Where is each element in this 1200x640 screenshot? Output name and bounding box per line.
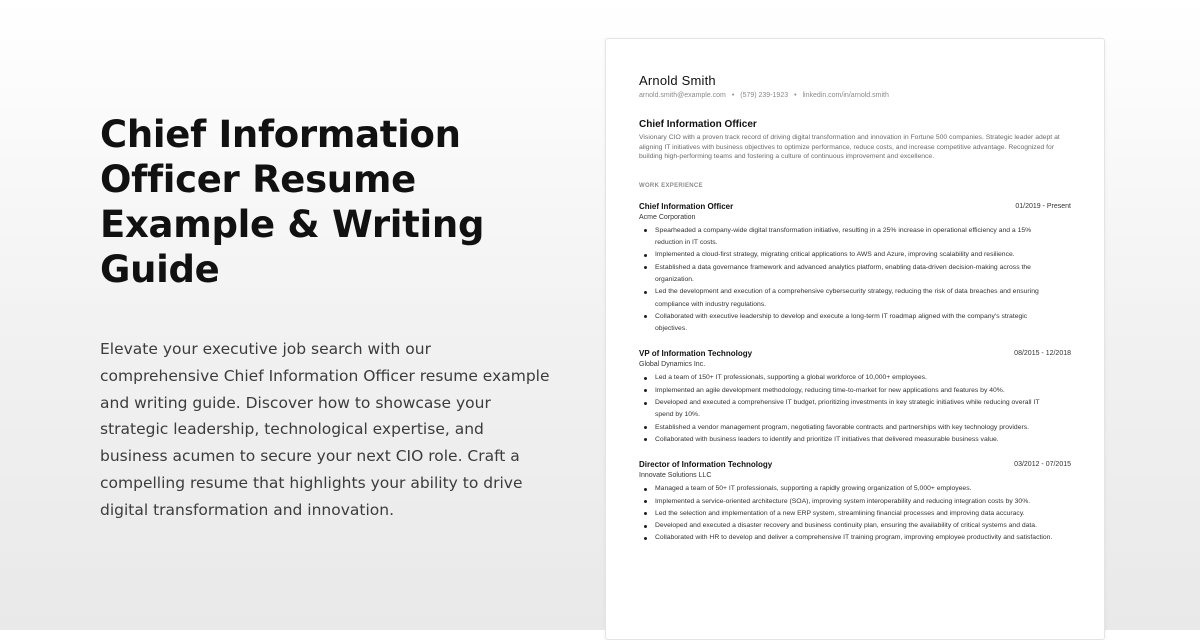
hero-section <box>100 112 560 524</box>
job-dates: 01/2019 - Present <box>1015 202 1071 210</box>
resume-preview <box>605 38 1105 640</box>
work-experience-list <box>639 202 1072 545</box>
job-title: Director of Information Technology <box>639 460 773 470</box>
job-title: VP of Information Technology <box>639 349 753 359</box>
job-bullet: Developed and executed a comprehensive IT budget, prioritizing investments in key strategic initiatives while reducing overall IT spend by 10%. <box>639 397 1059 422</box>
job-company: Acme Corporation <box>639 213 696 221</box>
job-entry <box>639 202 1072 336</box>
job-bullet: Led the development and execution of a comprehensive cybersecurity strategy, reducing the risk of data breaches and ensuring compliance with industry regulations. <box>639 286 1059 311</box>
job-bullet: Implemented a service-oriented architecture (SOA), improving system interoperability and reducing integration costs by 30%. <box>639 496 1059 508</box>
job-title: Chief Information Officer <box>639 201 734 211</box>
page-title: Chief Information Officer Resume Example & Writing Guide <box>100 113 485 291</box>
contact-separator: • <box>731 92 735 99</box>
job-bullet: Spearheaded a company-wide digital transformation initiative, resulting in a 25% increase in operational efficiency and a 15% reduction in IT costs. <box>639 225 1059 250</box>
resume-title: Chief Information Officer <box>639 119 757 130</box>
section-heading-work-experience: WORK EXPERIENCE <box>639 182 703 189</box>
job-bullet: Established a data governance framework and advanced analytics platform, enabling data-driven decision-making across the organization. <box>639 262 1059 287</box>
resume-summary: Visionary CIO with a proven track record of driving digital transformation and innovation in Fortune 500 companies. Strategic leader adept at aligning IT initiatives with business objectives to optimize performance, reduce costs, and increase competitive advantage. Recognized for building high-performing teams and fostering a culture of continuous improvement and excellence. <box>639 134 1060 161</box>
job-dates: 08/2015 - 12/2018 <box>1014 350 1071 358</box>
job-company: Innovate Solutions LLC <box>639 472 712 480</box>
job-bullet: Led the selection and implementation of a new ERP system, streamlining financial processes and improving data accuracy. <box>639 508 1059 520</box>
job-bullet: Implemented a cloud-first strategy, migrating critical applications to AWS and Azure, improving scalability and resilience. <box>639 249 1059 261</box>
job-entry <box>639 349 1072 446</box>
job-bullet: Managed a team of 50+ IT professionals, supporting a rapidly growing organization of 5,000+ employees. <box>639 483 1059 495</box>
job-bullet: Established a vendor management program, negotiating favorable contracts and partnerships with key technology providers. <box>639 422 1059 434</box>
job-bullet: Collaborated with executive leadership to develop and execute a long-term IT roadmap aligned with the company's strategic objectives. <box>639 311 1059 336</box>
resume-phone: (579) 239-1923 <box>740 92 789 99</box>
job-bullet: Developed and executed a disaster recovery and business continuity plan, ensuring the availability of critical systems and data. <box>639 520 1059 532</box>
job-entry <box>639 460 1072 544</box>
job-bullet: Led a team of 150+ IT professionals, supporting a global workforce of 10,000+ employees. <box>639 372 1059 384</box>
page-description: Elevate your executive job search with our comprehensive Chief Information Officer resume example and writing guide. Discover how to showcase your strategic leadership, technological expertise, and business acumen to secure your next CIO role. Craft a compelling resume that highlights your ability to drive digital transformation and innovation. <box>100 340 550 519</box>
job-bullet: Collaborated with business leaders to identify and prioritize IT initiatives that delivered measurable business value. <box>639 434 1059 446</box>
resume-linkedin: linkedin.com/in/arnold.smith <box>802 92 889 99</box>
job-bullet: Collaborated with HR to develop and deliver a comprehensive IT training program, improving employee productivity and satisfaction. <box>639 532 1059 544</box>
resume-contact <box>639 91 1072 100</box>
job-bullets <box>639 483 1059 544</box>
job-bullets <box>639 225 1059 336</box>
job-bullet: Implemented an agile development methodology, reducing time-to-market for new applications and features by 40%. <box>639 385 1059 397</box>
job-bullets <box>639 372 1059 446</box>
job-company: Global Dynamics Inc. <box>639 361 706 369</box>
contact-separator: • <box>794 92 797 99</box>
resume-email: arnold.smith@example.com <box>639 92 726 99</box>
resume-name: Arnold Smith <box>639 73 716 88</box>
job-dates: 03/2012 - 07/2015 <box>1014 461 1071 469</box>
